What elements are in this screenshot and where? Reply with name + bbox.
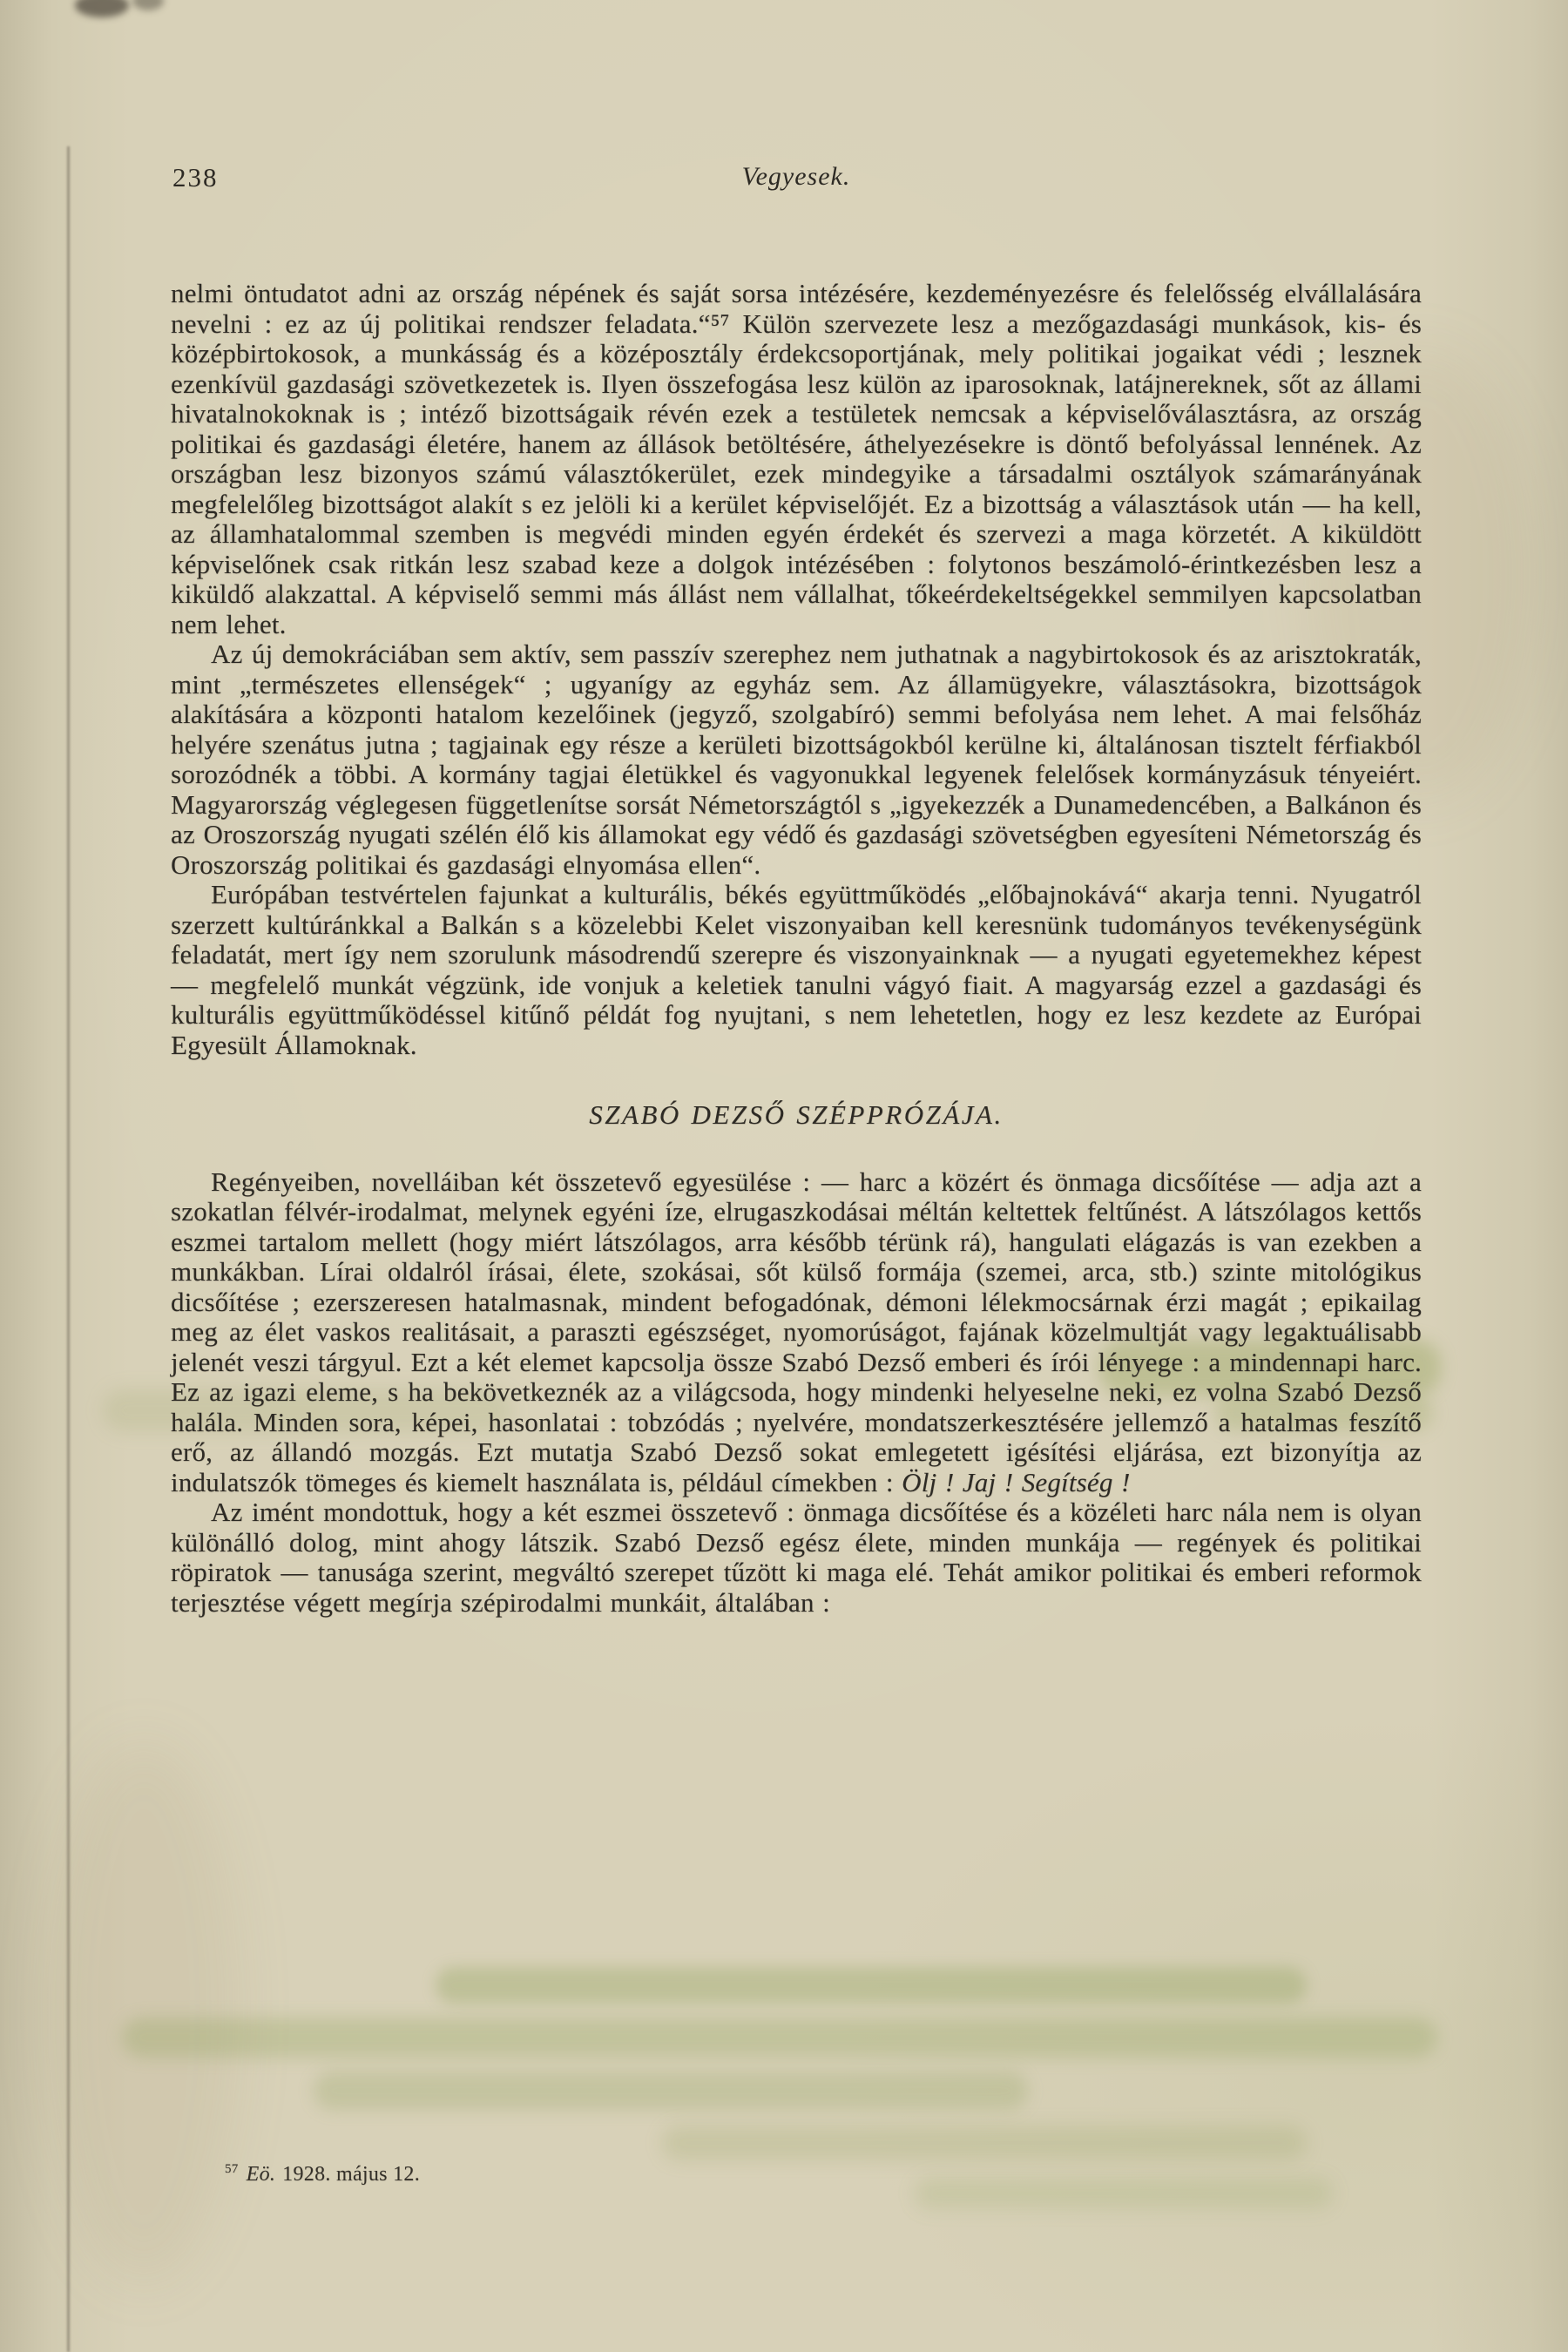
scan-stain [436, 1967, 1307, 2004]
cited-titles: Ölj ! Jaj ! Segítség ! [902, 1466, 1131, 1497]
scan-stain [314, 2072, 1028, 2110]
paragraph-continuation: nelmi öntudatot adni az ország népének és saját sorsa intézésére, kezdeményezésre és felelősség elvállalására nevelni : ez az új politikai rendszer feladata.“⁵⁷ Külön szervezete lesz a mezőgazdasági munkások, kis- és középbirtokosok, a munkásság és a középosztály érdekcsoportjának, mely politikai jogaikat védi ; lesznek ezenkívül gazdasági szövetkezetek is. Ilyen összefogása lesz külön az iparosoknak, latájnereknek, sőt az állami hivatalnokoknak is ; intéző bizottságaik révén ezek a testületek nemcsak a képviselőválasztásra, az ország politikai és gazdasági életére, hanem az állások betöltésére, áthelyezésekre is döntő befolyással lennének. Az országban lesz bizonyos számú választókerület, ezek mindegyike a társadalmi osztályok számarányának megfelelőleg bizottságot alakít s ez jelöli ki a kerület képviselőjét. Ez a bizottság a választások után — ha kell, az államhatalommal szemben is megvédi minden egyén érdekét és szervezi a maga körzetét. A kiküldött képviselőnek csak ritkán lesz szabad keze a dolgok intézésében : folytonos beszámoló-érintkezésben lesz a kiküldő alakzattal. A képviselő semmi más állást nem vállalhat, tőkeérdekeltségekkel semmilyen kapcsolatban nem lehet. [171, 278, 1422, 639]
paragraph: Az új demokráciában sem aktív, sem passzív szerephez nem juthatnak a nagybirtokosok és az arisztokraták, mint „természetes ellenségek“ ; ugyanígy az egyház sem. Az államügyekre, választásokra, bizottságok alakítására a központi hatalom kezelőinek (jegyző, szolgabíró) semmi befolyása nem lehet. A mai felsőház helyére szenátus jutna ; tagjainak egy része a kerületi bizottságokból kerülne ki, általánosan tisztelt férfiakból sorozódnék a többi. A kormány tagjai életükkel és vagyonukkal legyenek felelősek kormányzásuk tényeiért. Magyarország véglegesen függetlenítse sorsát Németországtól s „igyekezzék a Dunamedencében, a Balkánon és az Oroszország nyugati szélén élő kis államokat egy védő és gazdasági szövetségben egyesíteni Németország és Oroszország politikai és gazdasági elnyomása ellen“. [171, 639, 1422, 880]
page-number: 238 [172, 162, 219, 193]
paragraph-text: Regényeiben, novelláiban két összetevő egyesülése : — harc a közért és önmaga dicsőítése — adja azt a szokatlan félvér-irodalmat, melynek egyéni íze, elrugaszkodásai méltán keltettek feltűnést. A látszólagos kettős eszmei tartalom mellett (hogy miért látszólagos, arra később térünk rá), hangulati elágazás is van ezekben a munkákban. Lírai oldalról írásai, élete, szokásai, sőt külső formája (szemei, arca, stb.) szinte mitológikus dicsőítése ; ezerszeresen hatalmasnak, mindent befogadónak, démoni lélekmocsárnak érzi magát ; epikailag meg az élet vaskos realitásait, a paraszti egészséget, nyomorúságot, fajának közelmultját vagy legaktuálisabb jelenét veszi tárgyul. Ezt a két elemet kapcsolja össze Szabó Dezső emberi és írói lényege : a mindennapi harc. Ez az igazi eleme, s ha bekövetkeznék az a világcsoda, hogy mindenki helyeselne neki, ez volna Szabó Dezső halála. Minden sora, képei, hasonlatai : tobzódás ; nyelvére, mondatszerkesztésére jellemző a hatalmas feszítő erő, az állandó mozgás. Ezt mutatja Szabó Dezső sokat emlegetett igésítési eljárása, ezt bizonyítja az indulatszók tömeges és kiemelt használata is, például címekben : [171, 1166, 1422, 1497]
scan-edge-smudge [132, 0, 164, 10]
footnote-date: 1928. május 12. [282, 2163, 420, 2186]
page-header [171, 162, 1422, 199]
scan-stain [915, 2178, 1333, 2209]
article-body [171, 279, 1422, 1618]
section-heading: SZABÓ DEZSŐ SZÉPPRÓZÁJA. [589, 1099, 1004, 1130]
footnote-marker: 57 [225, 2162, 239, 2176]
running-header: Vegyesek. [741, 162, 851, 191]
footnote [225, 2162, 420, 2186]
scan-stain [122, 2017, 1437, 2058]
paper-blotch [48, 1742, 240, 2282]
paragraph: Az imént mondottuk, hogy a két eszmei összetevő : önmaga dicsőítése és a közéleti harc nála nem is olyan különálló dolog, mint ahogy látszik. Szabó Dezső egész élete, minden munkája — regények és politikai röpiratok — tanusága szerint, megváltó szerepet tűzött ki maga elé. Tehát amikor politikai és emberi reformok terjesztése végett megírja szépirodalmi munkáit, általában : [171, 1497, 1422, 1618]
footnote-source: Eö. [246, 2163, 276, 2186]
binding-shadow-line [67, 146, 70, 2352]
scan-stain [662, 2126, 1307, 2160]
scan-edge-smudge [75, 0, 129, 17]
paragraph: Európában testvértelen fajunkat a kulturális, békés együttműködés „előbajnokává“ akarja tenni. Nyugatról szerzett kultúránkkal a Balkán s a közelebbi Kelet viszonyaiban kell keresnünk tudományos tevékenységünk feladatát, mert így nem szorulunk másodrendű szerepre és viszonyainknak — a nyugati egyetemekhez képest — megfelelő munkát végzünk, ide vonjuk a keletiek tanulni vágyó fiait. A magyarság ezzel a gazdasági és kulturális együttműködéssel kitűnő példát fog nyujtani, s nem lehetetlen, hogy ez lesz kezdete az Európai Egyesült Államoknak. [171, 879, 1422, 1060]
paragraph [171, 1167, 1422, 1498]
